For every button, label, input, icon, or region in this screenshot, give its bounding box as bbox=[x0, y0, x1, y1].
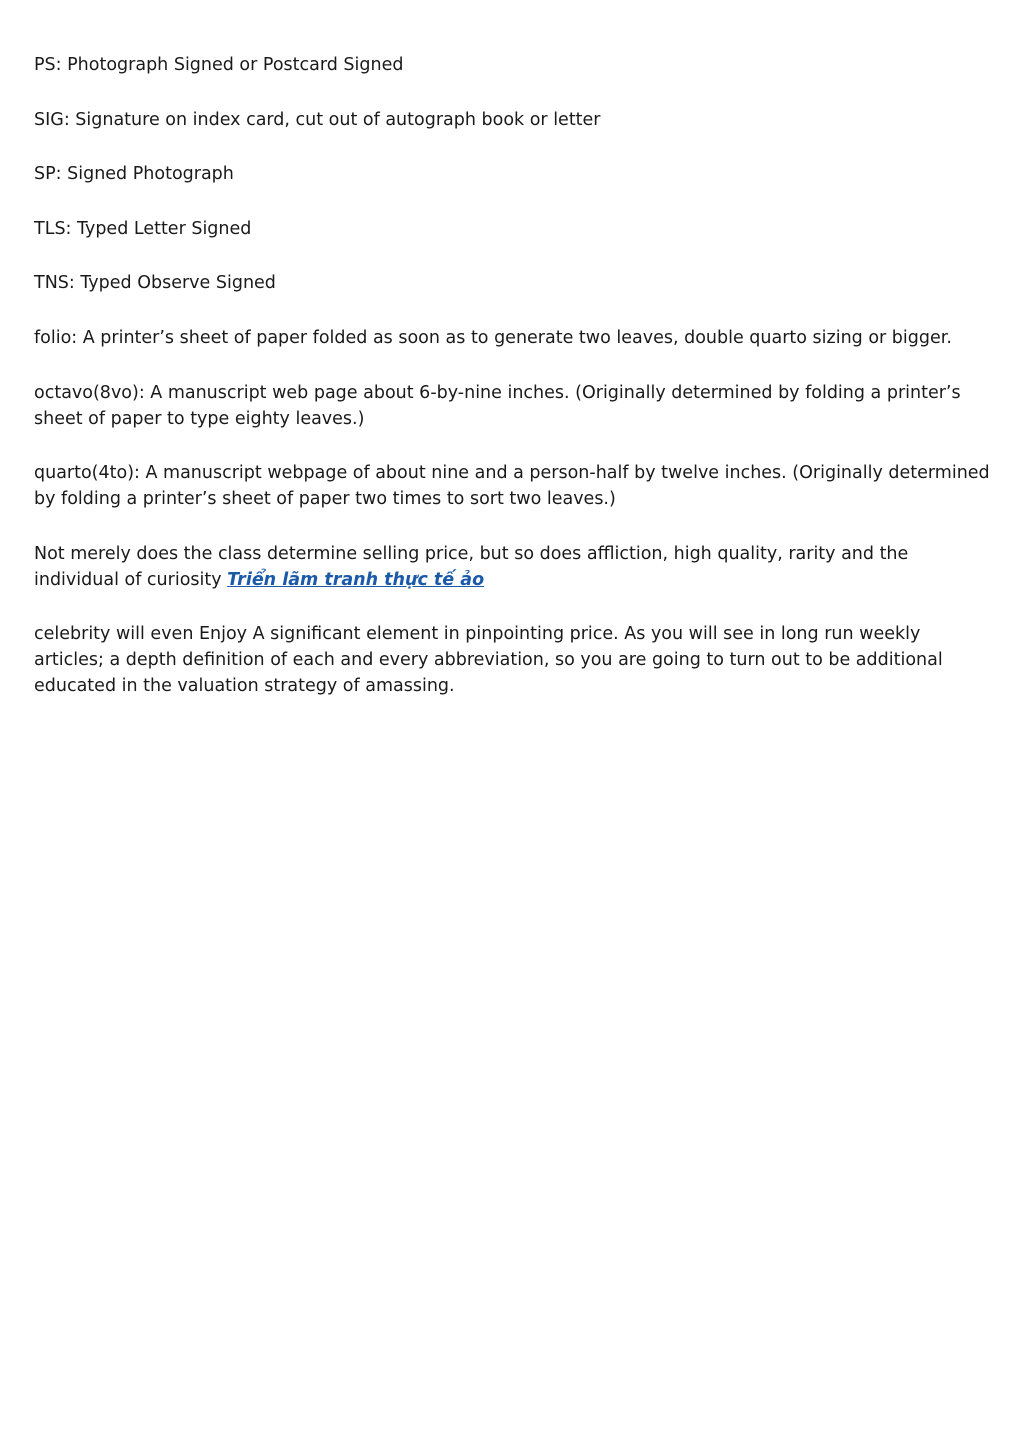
curiosity-text: Not merely does the class determine selling price, but so does affliction, high quality, rarity and the individual of curiosity bbox=[34, 543, 909, 590]
paragraph-ps: PS: Photograph Signed or Postcard Signed bbox=[34, 55, 404, 75]
paragraph-tls: TLS: Typed Letter Signed bbox=[34, 218, 252, 239]
paragraph-tns: TNS: Typed Observe Signed bbox=[34, 273, 276, 294]
paragraph-folio: folio: A printer’s sheet of paper folded as soon as to generate two leaves, double quarto sizing or bigger. bbox=[34, 327, 952, 348]
exhibition-link[interactable]: Triển lãm tranh thực tế ảo bbox=[227, 569, 485, 590]
document-body bbox=[34, 52, 994, 728]
paragraph-sp: SP: Signed Photograph bbox=[34, 164, 234, 185]
paragraph-curiosity bbox=[34, 541, 994, 593]
paragraph-sig: SIG: Signature on index card, cut out of autograph book or letter bbox=[34, 109, 601, 130]
paragraph-closing: celebrity will even Enjoy A significant element in pinpointing price. As you will see in long run weekly articles; a depth definition of each and every abbreviation, so you are going to turn out to be additional educated in the valuation strategy of amassing. bbox=[34, 624, 943, 697]
paragraph-quarto: quarto(4to): A manuscript webpage of about nine and a person-half by twelve inches. (Originally determined by folding a printer’s sheet of paper two times to sort two leaves.) bbox=[34, 463, 990, 510]
paragraph-octavo: octavo(8vo): A manuscript web page about 6-by-nine inches. (Originally determined by folding a printer’s sheet of paper to type eighty leaves.) bbox=[34, 382, 961, 429]
